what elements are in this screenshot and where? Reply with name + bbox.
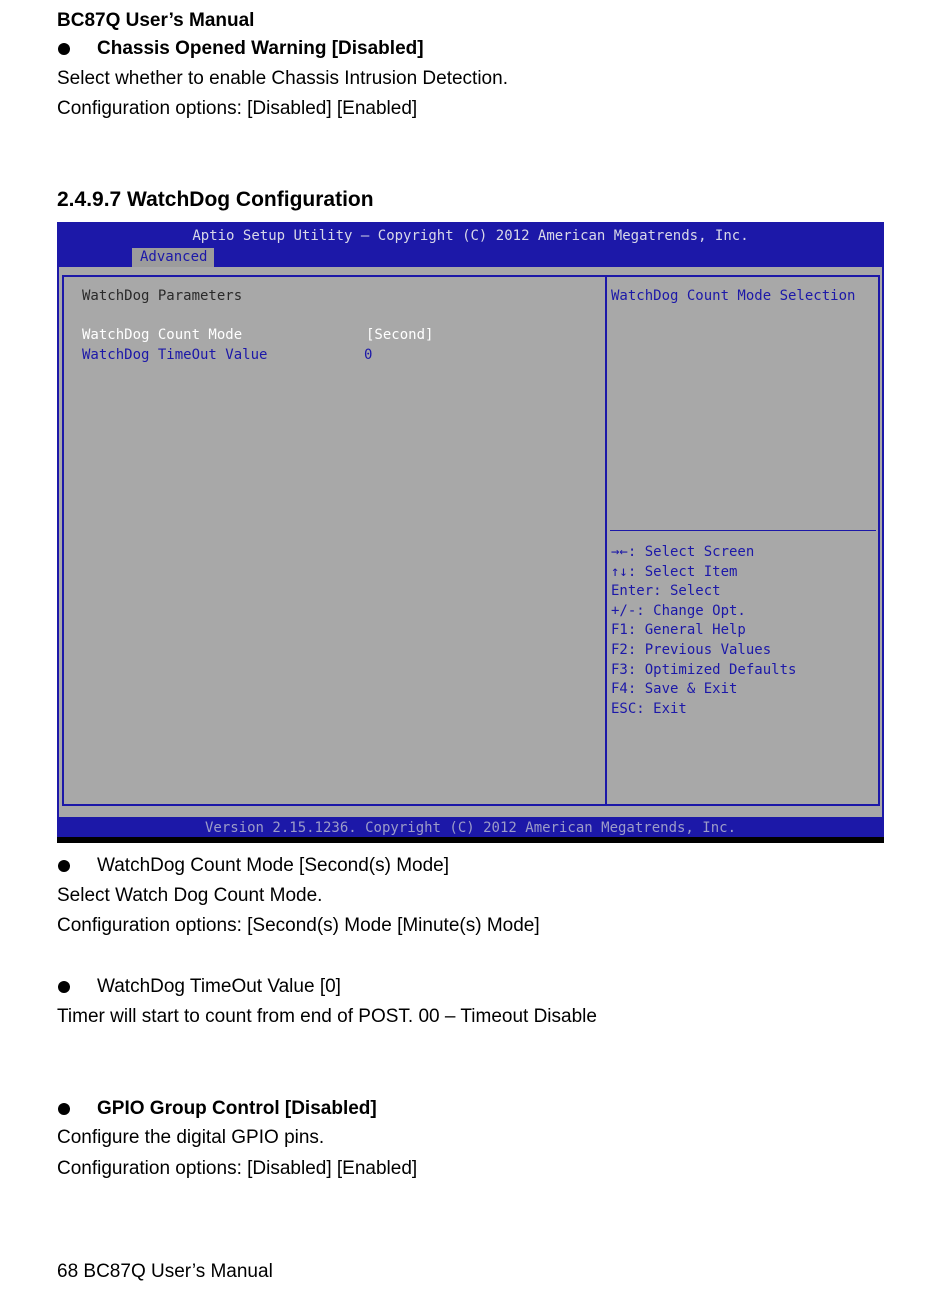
timeout-title: WatchDog TimeOut Value [0]: [97, 976, 341, 997]
gpio-description: Configure the digital GPIO pins.: [57, 1127, 325, 1148]
key-hint: ESC: Exit: [611, 700, 687, 717]
section-heading: 2.4.9.7 WatchDog Configuration: [57, 188, 374, 211]
page-footer: 68 BC87Q User’s Manual: [57, 1261, 273, 1282]
chassis-description: Select whether to enable Chassis Intrusion Detection.: [57, 68, 508, 89]
chassis-options: Configuration options: [Disabled] [Enabled]: [57, 98, 418, 119]
key-hint: F1: General Help: [611, 622, 746, 639]
bios-divider: [605, 275, 607, 806]
key-hint: Enter: Select: [611, 583, 721, 600]
watchdog-count-mode-value[interactable]: [Second]: [366, 327, 434, 343]
key-hint: F2: Previous Values: [611, 642, 772, 658]
bios-screenshot: [57, 222, 884, 843]
watchdog-timeout-item[interactable]: WatchDog TimeOut Value: [82, 347, 268, 363]
bullet-icon: [58, 43, 70, 55]
bios-title: Aptio Setup Utility – Copyright (C) 2012 American Megatrends, Inc.: [192, 228, 749, 244]
bullet-icon: [58, 860, 70, 872]
key-hint: F4: Save & Exit: [611, 681, 738, 698]
count-mode-description: Select Watch Dog Count Mode.: [57, 885, 323, 906]
key-hint: F3: Optimized Defaults: [611, 661, 797, 678]
bios-help-separator: [610, 530, 876, 531]
bios-footer: Version 2.15.1236. Copyright (C) 2012 American Megatrends, Inc.: [204, 820, 736, 836]
chassis-title: Chassis Opened Warning [Disabled]: [97, 38, 424, 59]
key-hint: ↑↓: Select Item: [611, 563, 738, 580]
bios-bottom-strip: [57, 837, 884, 843]
watchdog-timeout-value[interactable]: 0: [364, 347, 373, 363]
bios-body: [59, 267, 882, 817]
tab-advanced[interactable]: Advanced: [132, 248, 214, 267]
group-label: WatchDog Parameters: [82, 288, 243, 304]
key-hint: +/-: Change Opt.: [611, 602, 746, 619]
watchdog-count-mode-item[interactable]: WatchDog Count Mode: [82, 327, 243, 343]
count-mode-title: WatchDog Count Mode [Second(s) Mode]: [97, 855, 450, 876]
document-header: BC87Q User’s Manual: [57, 10, 255, 31]
key-hint: →←: Select Screen: [611, 544, 755, 560]
gpio-options: Configuration options: [Disabled] [Enabled]: [57, 1158, 418, 1179]
gpio-title: GPIO Group Control [Disabled]: [97, 1098, 377, 1119]
bullet-icon: [58, 981, 70, 993]
count-mode-options: Configuration options: [Second(s) Mode [Minute(s) Mode]: [57, 915, 540, 936]
help-title: WatchDog Count Mode Selection: [611, 288, 856, 304]
bullet-icon: [58, 1103, 70, 1115]
timeout-description: Timer will start to count from end of POST. 00 – Timeout Disable: [57, 1006, 597, 1027]
